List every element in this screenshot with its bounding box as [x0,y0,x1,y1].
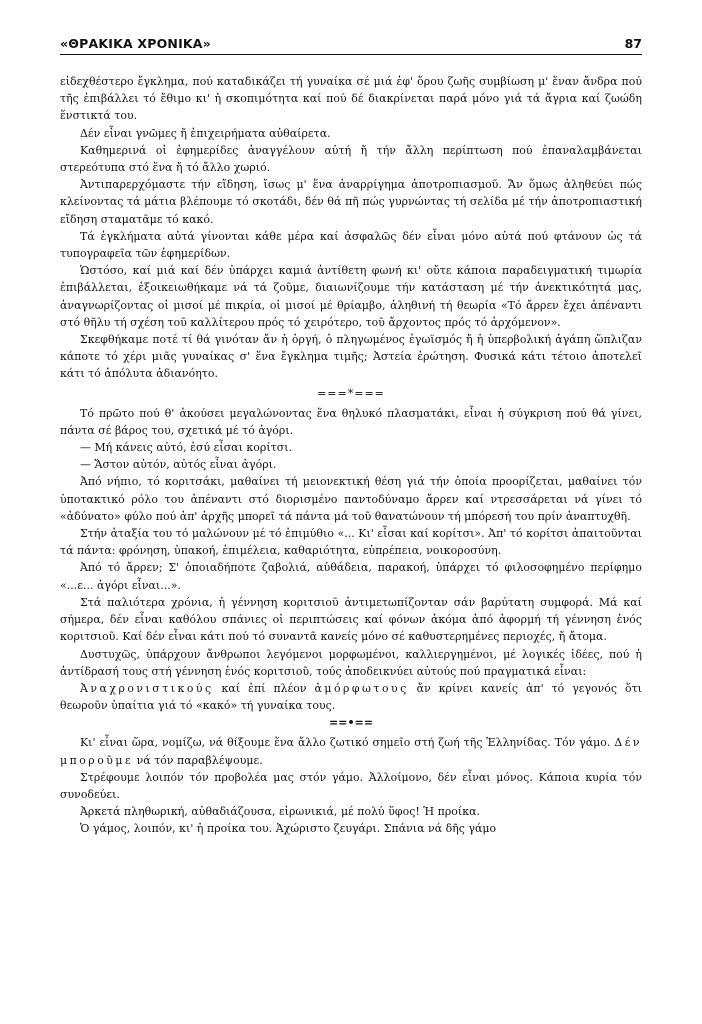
paragraph [60,734,642,768]
spaced-word: ἀμόρφωτους [314,681,409,695]
paragraph: Δυστυχῶς, ὑπάρχουν ἄνθρωποι λεγόμενοι μορφωμένοι, καλλιεργημένοι, μέ λογικές ἰδέες, πού ἡ ἀντίδρασή τους στή γέννηση ἑνός κοριτσιοῦ, τούς ἀποδεικνύει αὐτούς πού πραγματικά εἶναι: [60,647,642,678]
paragraph: Δέν εἶναι γνῶμες ἤ ἐπιχειρήματα αὐθαίρετα. [80,126,331,140]
spaced-word: Ἀναχρονιστικούς [80,681,214,695]
journal-title: «ΘΡΑΚΙΚΑ ΧΡΟΝΙΚΑ» [60,36,211,51]
text-span: Κι' εἶναι ὥρα, νομίζω, νά θίξουμε ἕνα ἄλλο ζωτικό σημεῖο στή ζωή τῆς Ἑλληνίδας. Τόν γάμο. [80,736,611,750]
spaced-word: Δέν μποροῦμε [60,736,642,767]
article-body [60,73,642,838]
paragraph: Ὡστόσο, καί μιά καί δέν ὑπάρχει καμιά ἀντίθετη φωνή κι' οὔτε κάποια παραδειγματική τιμωρία ἐπιβάλλεται, ἐξοικειωθήκαμε νά τά ζοῦμε, διαιωνίζουμε τήν κατάσταση μέ τήν ἀνεκτικότητά μας, ἀναγνωρίζοντας οἱ μισοί μέ πικρία, οἱ μισοί μέ θρίαμβο, ἀληθινή τή θεωρία «Τό ἄρρεν ἔχει ἀπέναντι στό θῆλυ τή σχέση τοῦ καλλίτερου πρός τό χειρότερο, τοῦ ἄρχοντος πρός τό ἀρχόμενον». [60,264,642,329]
running-header [60,36,642,55]
page [60,36,642,838]
paragraph: Καθημερινά οἱ ἐφημερίδες ἀναγγέλουν αὐτή ἤ τήν ἄλλη περίπτωση πού ἐπαναλαμβάνεται στερεότυπα στό ἕνα ἤ τό ἄλλο χωριό. [60,143,642,175]
paragraph: Στήν ἀταξία του τό μαλώνουν μέ τό ἐπιμύθιο «... Κι' εἶσαι καί κορίτσι». Ἀπ' τό κορίτσι ἀπαιτοῦνται τά πάντα: φρόνηση, ὑπακοή, ἐπιμέλεια, καθαριότητα, εὐπρέπεια, νοικοροσύνη. [60,527,642,558]
paragraph: Στρέφουμε λοιπόν τόν προβολέα μας στόν γάμο. Ἀλλοίμονο, δέν εἶναι μόνος. Κάποια κυρία τόν συνοδεύει. [60,770,642,801]
page-number: 87 [624,36,642,51]
paragraph: Ὁ γάμος, λοιπόν, κι' ἡ προίκα του. Ἀχώριστο ζευγάρι. Σπάνια νά δῆς γάμο [80,822,497,836]
text-span: ἄν κρίνει κανείς ἀπ' τό γεγονός ὅτι θεωροῦν ὑπαίτια γιά τό «κακό» τή γυναίκα τους. [60,681,643,713]
dialogue-line: — Μή κάνεις αὐτό, ἐσύ εἶσαι κορίτσι. [80,441,293,455]
paragraph: Ἀπό νήπιο, τό κοριτσάκι, μαθαίνει τή μειονεκτική θέση γιά τήν ὁποία προορίζεται, μαθαίνει τόν ὑποτακτικό ρόλο του ἀπέναντι στό διορισμένο παντοδύναμο ἄρρεν καί ντρεσσάρεται νά γίνει τό «ἀδύνατο» φύλο πού ἀπ' ἀρχῆς μπορεῖ τά πάντα μά τοῦ θανατώνουν τή μπόρεσή του πρίν ἀναπτυχθῆ. [60,475,642,523]
text-span: νά τόν παραβλέψουμε. [133,753,263,767]
paragraph: Σκεφθήκαμε ποτέ τί θά γινόταν ἄν ἡ ὀργή, ὁ πληγωμένος ἐγωϊσμός ἤ ἡ ὑπερβολική ἀγάπη ὥπλιζαν κάποτε τό χέρι μιᾶς γυναίκας σ' ἕνα ἔγκλημα τιμῆς; Ἀστεία ἐρώτηση. Φυσικά κάτι τέτοιο ἀποτελεῖ κάτι τό ἀπόλυτα ἀδιανόητο. [60,333,642,381]
paragraph: Ἀρκετά πληθωρική, αὐθαδιάζουσα, εἰρωνικιά, μέ πολύ ὕφος! Ἡ προίκα. [80,805,481,819]
paragraph: Ἀπό τό ἄρρεν; Σ' ὁποιαδήποτε ζαβολιά, αὐθάδεια, παρακοή, ὑπάρχει τό φιλοσοφημένο περίφημο «...ε... ἀγόρι εἶναι...». [60,561,642,592]
dialogue-line: — Ἄστον αὐτόν, αὐτός εἶναι ἀγόρι. [80,458,277,472]
closing-paragraph [60,680,642,714]
section-separator: ==•== [329,716,373,730]
paragraph: Ἀντιπαρερχόμαστε τήν εἴδηση, ἴσως μ' ἕνα ἀναρρίγημα ἀποτροπιασμοῦ. Ἄν ὅμως ἀληθεύει πώς κλείνοντας τά μάτια βλέπουμε τό σκοτάδι, δέν θά πῆ πώς γυρνώντας τή σελίδα μέ τήν ἀποτροπιαστική εἴδηση σταματᾶμε τό κακό. [60,178,642,226]
paragraph: εἰδεχθέστερο ἔγκλημα, πού καταδικάζει τή γυναίκα σέ μιά ἐφ' ὅρου ζωῆς συμβίωση μ' ἕναν ἄνδρα πού τῆς ἐπιβάλλει τό ἔθιμο κι' ἡ σκοπιμότητα καί πού δέ διακρίνεται παρά μόνο γιά τά ἄγρια καί ζωώδη ἕνστικτά του. [60,75,642,123]
paragraph: Στά παλιότερα χρόνια, ἡ γέννηση κοριτσιοῦ ἀντιμετωπίζονταν σάν βαρύτατη συμφορά. Μά καί σήμερα, δέν εἶναι καθόλου σπάνιες οἱ περιπτώσεις καί φόνων ἀκόμα ἀπό ἀφορμή τή γέννηση ἑνός κοριτσιοῦ. Καί δέν εἶναι κάτι πού τό συναντᾶ κανείς μόνο σέ καθυστερημένες περιοχές, ἤ ἄτομα. [60,595,642,644]
section-separator: ===*=== [317,386,385,400]
text-span: καί ἐπί πλέον [213,681,315,695]
paragraph: Τό πρῶτο πού θ' ἀκούσει μεγαλώνοντας ἕνα θηλυκό πλασματάκι, εἶναι ἡ σύγκριση πού θά γίνει, πάντα σέ βάρος του, σχετικά μέ τό ἀγόρι. [60,406,642,437]
paragraph: Τά ἐγκλήματα αὐτά γίνονται κάθε μέρα καί ἀσφαλῶς δέν εἶναι μόνο αὐτά πού φτάνουν ὡς τά τυπογραφεῖα τῶν ἐφημερίδων. [60,229,642,261]
